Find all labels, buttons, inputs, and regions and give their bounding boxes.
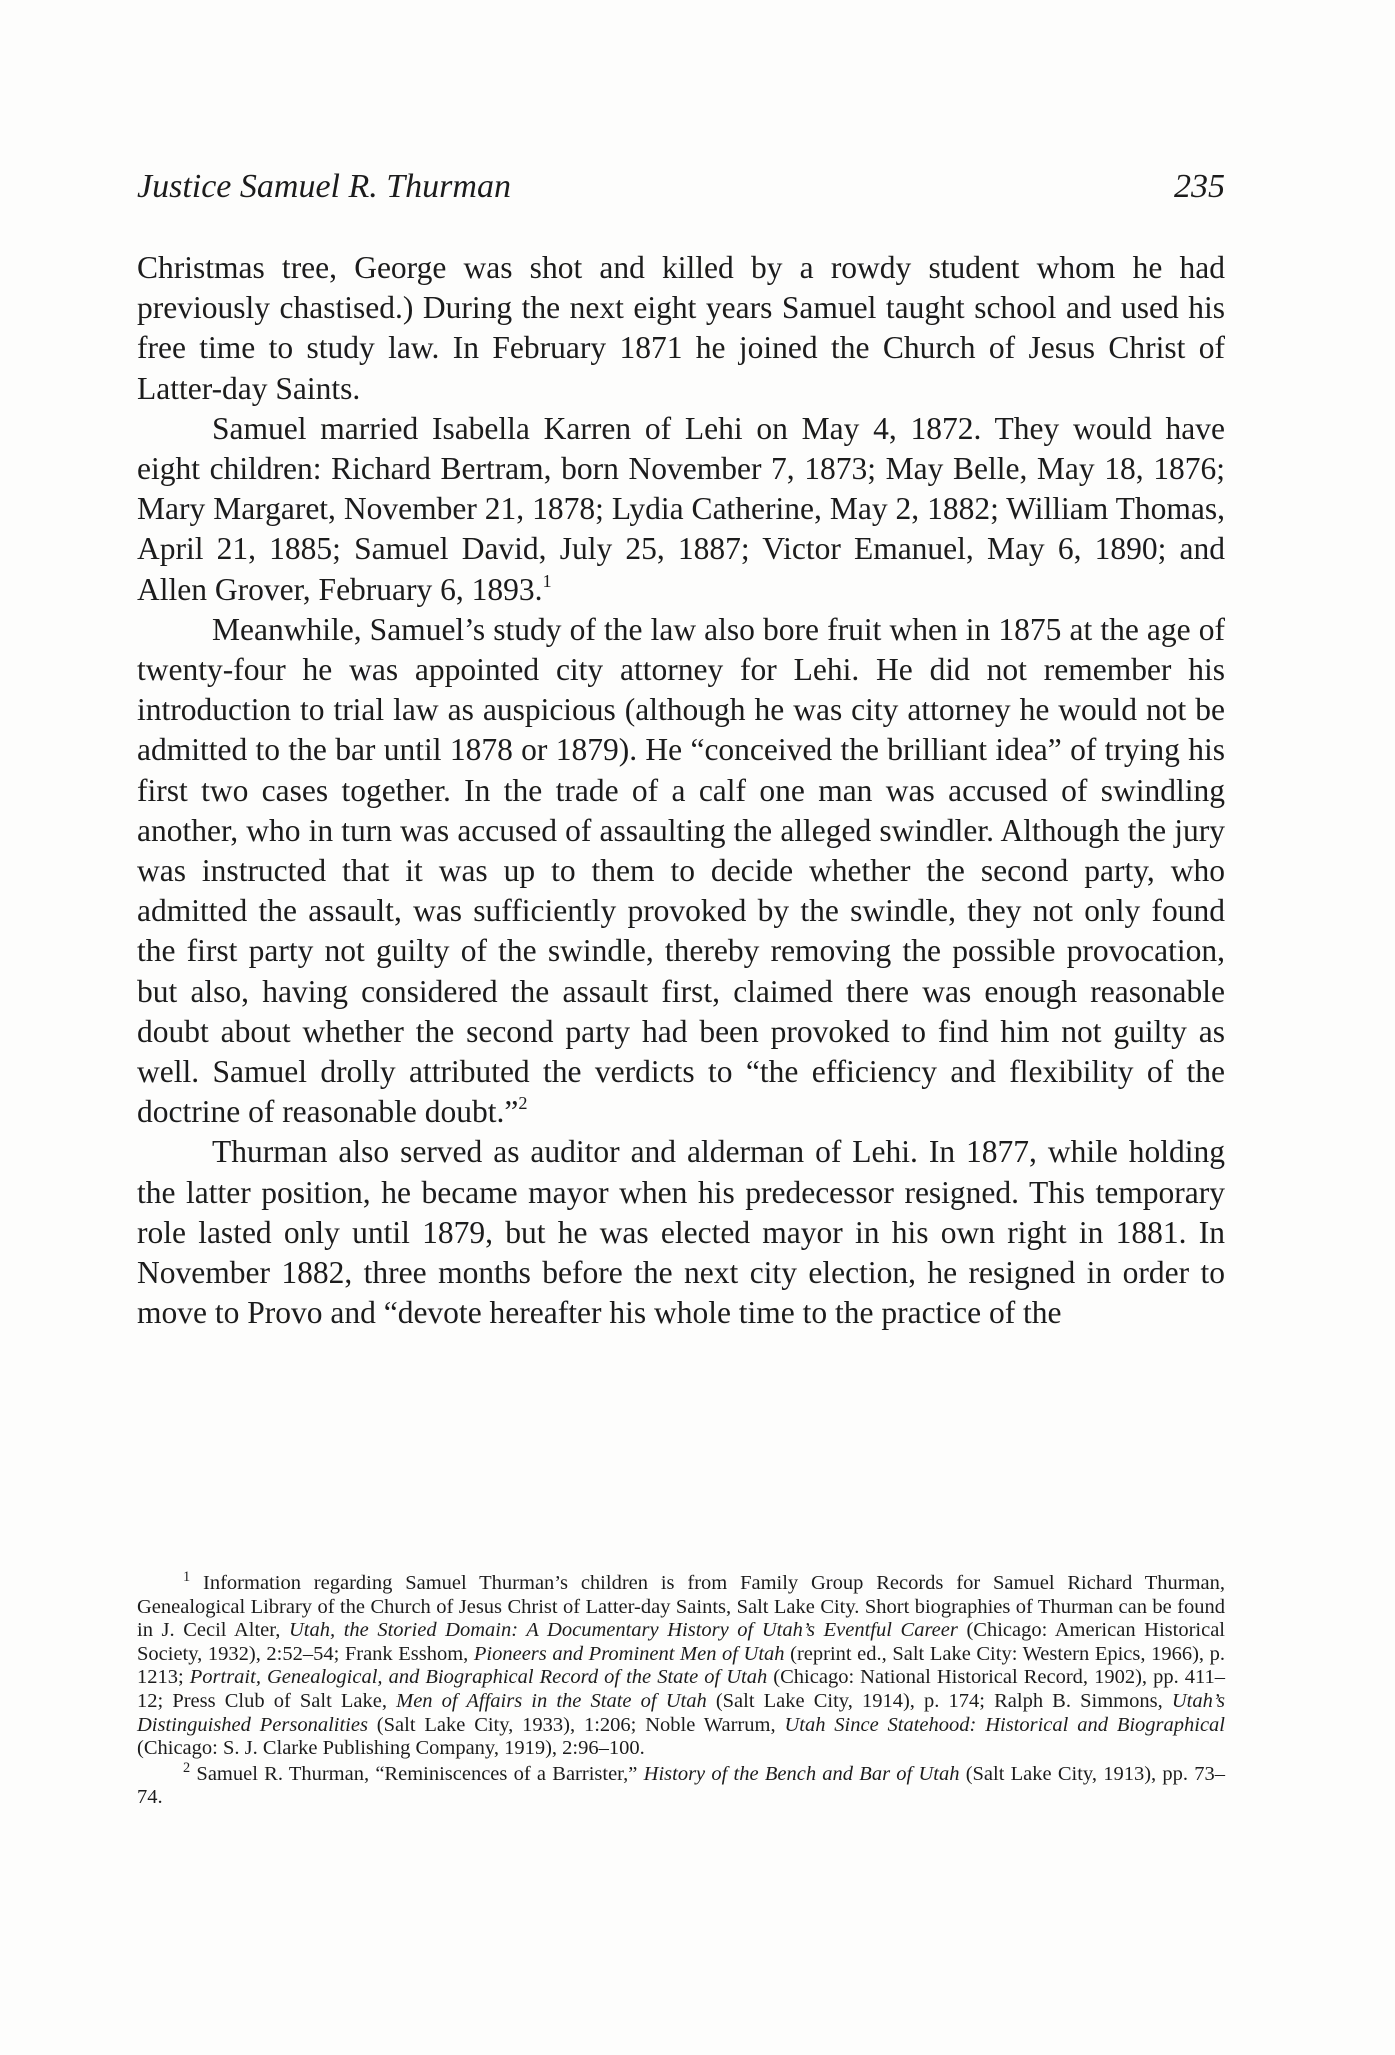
footnote-1-text-c: (reprint ed., Salt Lake City: Western Epics, 1966), p. 1213; — [137, 1642, 1225, 1689]
running-head-title: Justice Samuel R. Thurman — [137, 168, 511, 205]
paragraph-4 — [137, 1132, 1225, 1333]
paragraph-2-text: Samuel married Isabella Karren of Lehi on May 4, 1872. They would have eight children: Richard Bertram, born November 7, 1873; May Belle, May 18, 1876; Mary Margaret, November 21, 1878; Lydia Catherine, May 2, 1882; William Thomas, April 21, 1885; Samuel David, July 25, 1887; Victor Emanuel, May 6, 1890; and Allen Grover, February 6, 1893. — [137, 410, 1225, 607]
footnote-1-text-g: (Chicago: S. J. Clarke Publishing Company, 1919), 2:96–100. — [137, 1737, 645, 1760]
body-text — [137, 248, 1225, 1333]
footnote-2-text-a: Samuel R. Thurman, “Reminiscences of a Barrister,” — [196, 1762, 644, 1785]
footnote-1-text-d: (Chicago: National Historical Record, 1902), pp. 411–12; Press Club of Salt Lake, — [137, 1666, 1225, 1712]
footnote-1-text-b: (Chicago: American Historical Society, 1932), 2:52–54; Frank Esshom, — [137, 1619, 1226, 1665]
paragraph-1 — [137, 248, 1225, 409]
footnote-1-title-a: Utah, the Storied Domain: A Documentary History of Utah’s Eventful Career — [289, 1619, 958, 1642]
footnote-ref-2: 2 — [518, 1093, 528, 1114]
paragraph-1-text: Christmas tree, George was shot and killed by a rowdy student whom he had previously chastised.) During the next eight years Samuel taught school and used his free time to study law. In February 1871 he joined the Church of Jesus Christ of Latter-day Saints. — [137, 250, 1225, 406]
footnotes — [137, 1569, 1226, 1810]
footnote-2-marker: 2 — [183, 1759, 191, 1776]
footnote-1-text-e: (Salt Lake City, 1914), p. 174; Ralph B. Simmons, — [706, 1689, 1172, 1712]
footnote-2-text-b: (Salt Lake City, 1913), pp. 73–74. — [137, 1762, 1226, 1809]
footnote-2 — [137, 1759, 1226, 1810]
footnote-1-title-d: Men of Affairs in the State of Utah — [396, 1689, 707, 1712]
footnote-1-marker: 1 — [183, 1569, 191, 1586]
footnote-1-title-b: Pioneers and Prominent Men of Utah — [473, 1642, 785, 1665]
paragraph-3-text: Meanwhile, Samuel’s study of the law also bore fruit when in 1875 at the age of twenty-four he was appointed city attorney for Lehi. He did not remember his introduction to trial law as auspicious (although he was city attorney he would not be admitted to the bar until 1878 or 1879). He “conceived the brilliant idea” of trying his first two cases together. In the trade of a calf one man was accused of swindling another, who in turn was accused of assaulting the alleged swindler. Although the jury was instructed that it was up to them to decide whether the second party, who admitted the assault, was sufficiently provoked by the swindle, they not only found the first party not guilty of the swindle, thereby removing the possible provocation, but also, having considered the assault first, claimed there was enough reasonable doubt about whether the second party had been provoked to find him not guilty as well. Samuel drolly attributed the verdicts to “the efficiency and flexibility of the doctrine of reasonable doubt.” — [137, 611, 1225, 1130]
footnote-1-title-e: Utah’s Distinguished Personalities — [137, 1689, 1225, 1736]
paragraph-2 — [137, 409, 1225, 610]
footnote-1-text-f: (Salt Lake City, 1933), 1:206; Noble Warrum, — [367, 1713, 785, 1736]
footnote-1-title-c: Portrait, Genealogical, and Biographical Record of the State of Utah — [189, 1666, 768, 1689]
paragraph-4-text: Thurman also served as auditor and alderman of Lehi. In 1877, while holding the latter position, he became mayor when his predecessor resigned. This temporary role lasted only until 1879, but he was elected mayor in his own right in 1881. In November 1882, three months before the next city election, he resigned in order to move to Provo and “devote hereafter his whole time to the practice of the — [137, 1134, 1225, 1331]
paragraph-3 — [137, 610, 1225, 1133]
footnote-1 — [137, 1569, 1226, 1761]
page-number: 235 — [1174, 168, 1225, 205]
running-head — [137, 168, 1225, 212]
footnote-1-text-a: Information regarding Samuel Thurman’s children is from Family Group Records for Samuel Richard Thurman, Genealogical Library of the Church of Jesus Christ of Latter-day Saints, Salt Lake City. Short biographies of Thurman can be found in J. Cecil Alter, — [137, 1572, 1226, 1642]
footnote-2-title-a: History of the Bench and Bar of Utah — [643, 1762, 960, 1785]
footnote-1-title-f: Utah Since Statehood: Historical and Biographical — [784, 1713, 1225, 1736]
footnote-ref-1: 1 — [542, 570, 552, 591]
